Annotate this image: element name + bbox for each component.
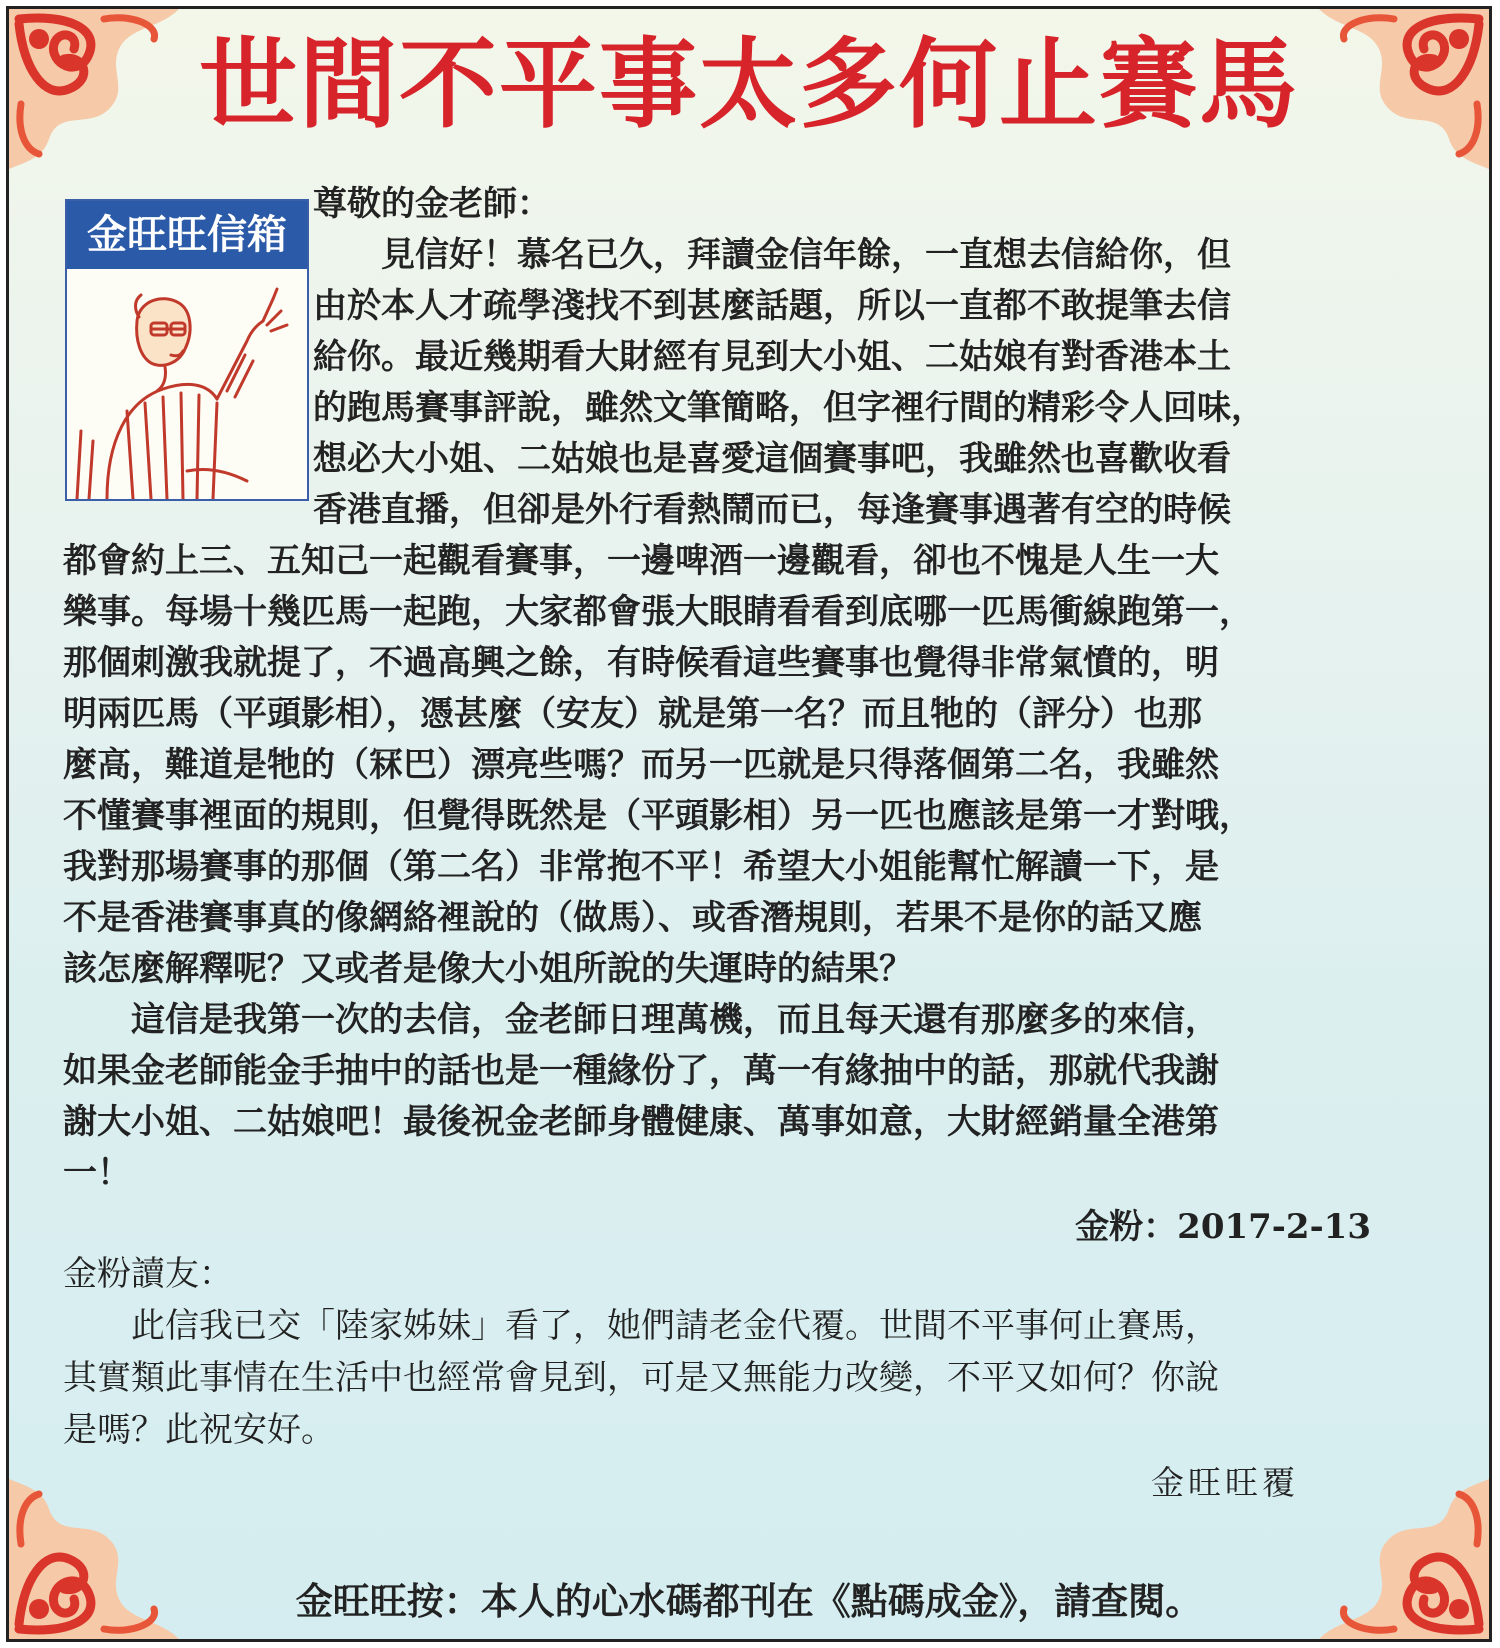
columnist-illustration xyxy=(67,271,307,499)
letter-line: 不懂賽事裡面的規則，但覺得既然是（平頭影相）另一匹也應該是第一才對哦， xyxy=(63,796,1253,836)
letter-line: 這信是我第一次的去信，金老師日理萬機，而且每天還有那麼多的來信， xyxy=(63,1000,1219,1040)
reply-line: 其實類此事情在生活中也經常會見到，可是又無能力改變，不平又如何？你說 xyxy=(63,1358,1219,1398)
letter-line: 都會約上三、五知己一起觀看賽事，一邊啤酒一邊觀看，卻也不愧是人生一大 xyxy=(63,541,1219,581)
letter-line: 樂事。每場十幾匹馬一起跑，大家都會張大眼睛看看到底哪一匹馬衝線跑第一， xyxy=(63,592,1253,632)
reply-salutation: 金粉讀友： xyxy=(63,1254,233,1294)
column-badge-label: 金旺旺信箱 xyxy=(67,201,307,269)
column-badge xyxy=(65,199,309,501)
letter-narrow-line: 香港直播，但卻是外行看熱鬧而已，每逢賽事遇著有空的時候 xyxy=(313,490,1231,530)
letter-narrow-line: 給你。最近幾期看大財經有見到大小姐、二姑娘有對香港本土 xyxy=(313,337,1231,377)
newspaper-column xyxy=(6,6,1492,1642)
letter-narrow-line: 的跑馬賽事評說，雖然文筆簡略，但字裡行間的精彩令人回味， xyxy=(313,388,1265,428)
letter-line: 麼高，難道是牠的（冧巴）漂亮些嗎？而另一匹就是只得落個第二名，我雖然 xyxy=(63,745,1219,785)
letter-narrow-line: 由於本人才疏學淺找不到甚麼話題，所以一直都不敢提筆去信 xyxy=(313,286,1231,326)
reply-signature: 金旺旺覆 xyxy=(1151,1463,1299,1502)
letter-narrow-line: 見信好！慕名已久，拜讀金信年餘，一直想去信給你，但 xyxy=(313,235,1231,275)
letter-line: 如果金老師能金手抽中的話也是一種緣份了，萬一有緣抽中的話，那就代我謝 xyxy=(63,1051,1219,1091)
letter-line: 我對那場賽事的那個（第二名）非常抱不平！希望大小姐能幫忙解讀一下，是 xyxy=(63,847,1219,887)
letter-line: 那個刺激我就提了，不過高興之餘，有時候看這些賽事也覺得非常氣憤的，明 xyxy=(63,643,1219,683)
letter-salutation: 尊敬的金老師： xyxy=(313,184,551,224)
reply-line: 此信我已交「陸家姊妹」看了，她們請老金代覆。世間不平事何止賽馬， xyxy=(63,1306,1219,1346)
letter-line: 一！ xyxy=(63,1153,131,1193)
letter-line: 不是香港賽事真的像網絡裡說的（做馬）、或香潛規則，若果不是你的話又應 xyxy=(63,898,1202,938)
headline: 世間不平事太多何止賽馬 xyxy=(198,27,1299,142)
letter-line: 謝大小姐、二姑娘吧！最後祝金老師身體健康、萬事如意，大財經銷量全港第 xyxy=(63,1102,1219,1142)
letter-line: 明兩匹馬（平頭影相），憑甚麼（安友）就是第一名？而且牠的（評分）也那 xyxy=(63,694,1202,734)
letter-line: 該怎麼解釋呢？又或者是像大小姐所說的失運時的結果？ xyxy=(63,949,913,989)
reply-line: 是嗎？此祝安好。 xyxy=(63,1410,335,1450)
letter-narrow-line: 想必大小姐、二姑娘也是喜愛這個賽事吧，我雖然也喜歡收看 xyxy=(313,439,1231,479)
footer-note: 金旺旺按：本人的心水碼都刊在《點碼成金》，請查閱。 xyxy=(295,1580,1203,1623)
letter-signature: 金粉：2017-2-13 xyxy=(1075,1207,1371,1247)
